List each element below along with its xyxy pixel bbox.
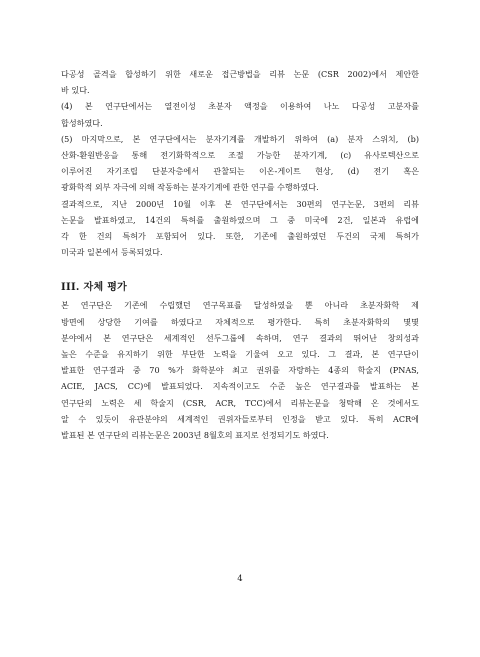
text-line: 알 수 있듯이 유관분야의 세계적인 권위자들로부터 인정을 받고 있다. 특히 ACR에 [61,413,419,424]
text-line: 본 연구단은 기존에 수립했던 연구목표를 달성하였을 뿐 아니라 초분자화학 제 [61,300,419,311]
text-line: 발표한 연구결과 중 70 %가 화학분야 최고 권위를 자랑하는 4종의 학술지 (PNAS, [61,365,419,376]
paragraph-self-evaluation [61,297,419,443]
text-line: 합성하였다. [61,117,103,128]
text-line: 논문을 발표하였고, 14건의 특허를 출원하였으며 그 중 미국에 2건, 일본과 유럽에 [61,214,419,225]
text-line: 광화학적 외부 자극에 의해 작동하는 분자기계에 관한 연구를 수행하였다. [61,182,319,193]
text-line: 발표된 본 연구단의 리뷰논문은 2003년 8월호의 표지로 선정되기도 하였다. [61,430,329,441]
text-line: 다공성 골격을 합성하기 위한 새로운 접근방법을 리뷰 논문 (CSR 2002)에서 제안한 [61,69,419,79]
text-line: 분야에서 본 연구단은 세계적인 선두그룹에 속하며, 연구 결과의 뛰어난 창의성과 [61,332,419,343]
document-body [61,66,419,443]
text-line: 결과적으로, 지난 2000년 10월 이후 본 연구단에서는 30편의 연구논문, 3편의 리뷰 [61,198,419,209]
text-line: 각 한 건의 특허가 포함되어 있다. 또한, 기존에 출원하였던 두건의 국제 특허가 [61,231,419,242]
page-number: 4 [237,574,243,584]
text-line: 방면에 상당한 기여를 하였다고 자체적으로 평가한다. 특히 초분자화학의 몇몇 [61,316,419,327]
text-line: 산화-환원반응을 통해 전기화학적으로 조절 가능한 분자기계, (c) 유사로텍산으로 [61,150,419,161]
text-line: (5) 마지막으로, 본 연구단에서는 분자기계를 개발하기 위하여 (a) 분자 스위치, (b) [61,133,419,144]
section-heading-self-evaluation: III. 자체 평가 [61,282,128,294]
text-line: 높은 수준을 유지하기 위한 부단한 노력을 기울여 오고 있다. 그 결과, 본 연구단이 [61,349,419,360]
text-line: (4) 본 연구단에서는 열전이성 초분자 액정을 이용하여 나노 다공성 고분자를 [61,101,419,112]
text-line: 미국과 일본에서 등록되었다. [61,247,163,258]
text-line: 이루어진 자기조립 단분자층에서 관찰되는 이온-게이트 현상, (d) 전기 혹은 [61,166,419,177]
text-line: ACIE, JACS, CC)에 발표되었다. 지속적이고도 수준 높은 연구결과를 발표하는 본 [61,381,419,392]
text-line: 바 있다. [61,85,90,96]
paragraph-research-summary [61,66,419,260]
text-line: 연구단의 노력은 세 학술지 (CSR, ACR, TCC)에서 리뷰논문을 청탁해 온 것에서도 [61,397,419,408]
